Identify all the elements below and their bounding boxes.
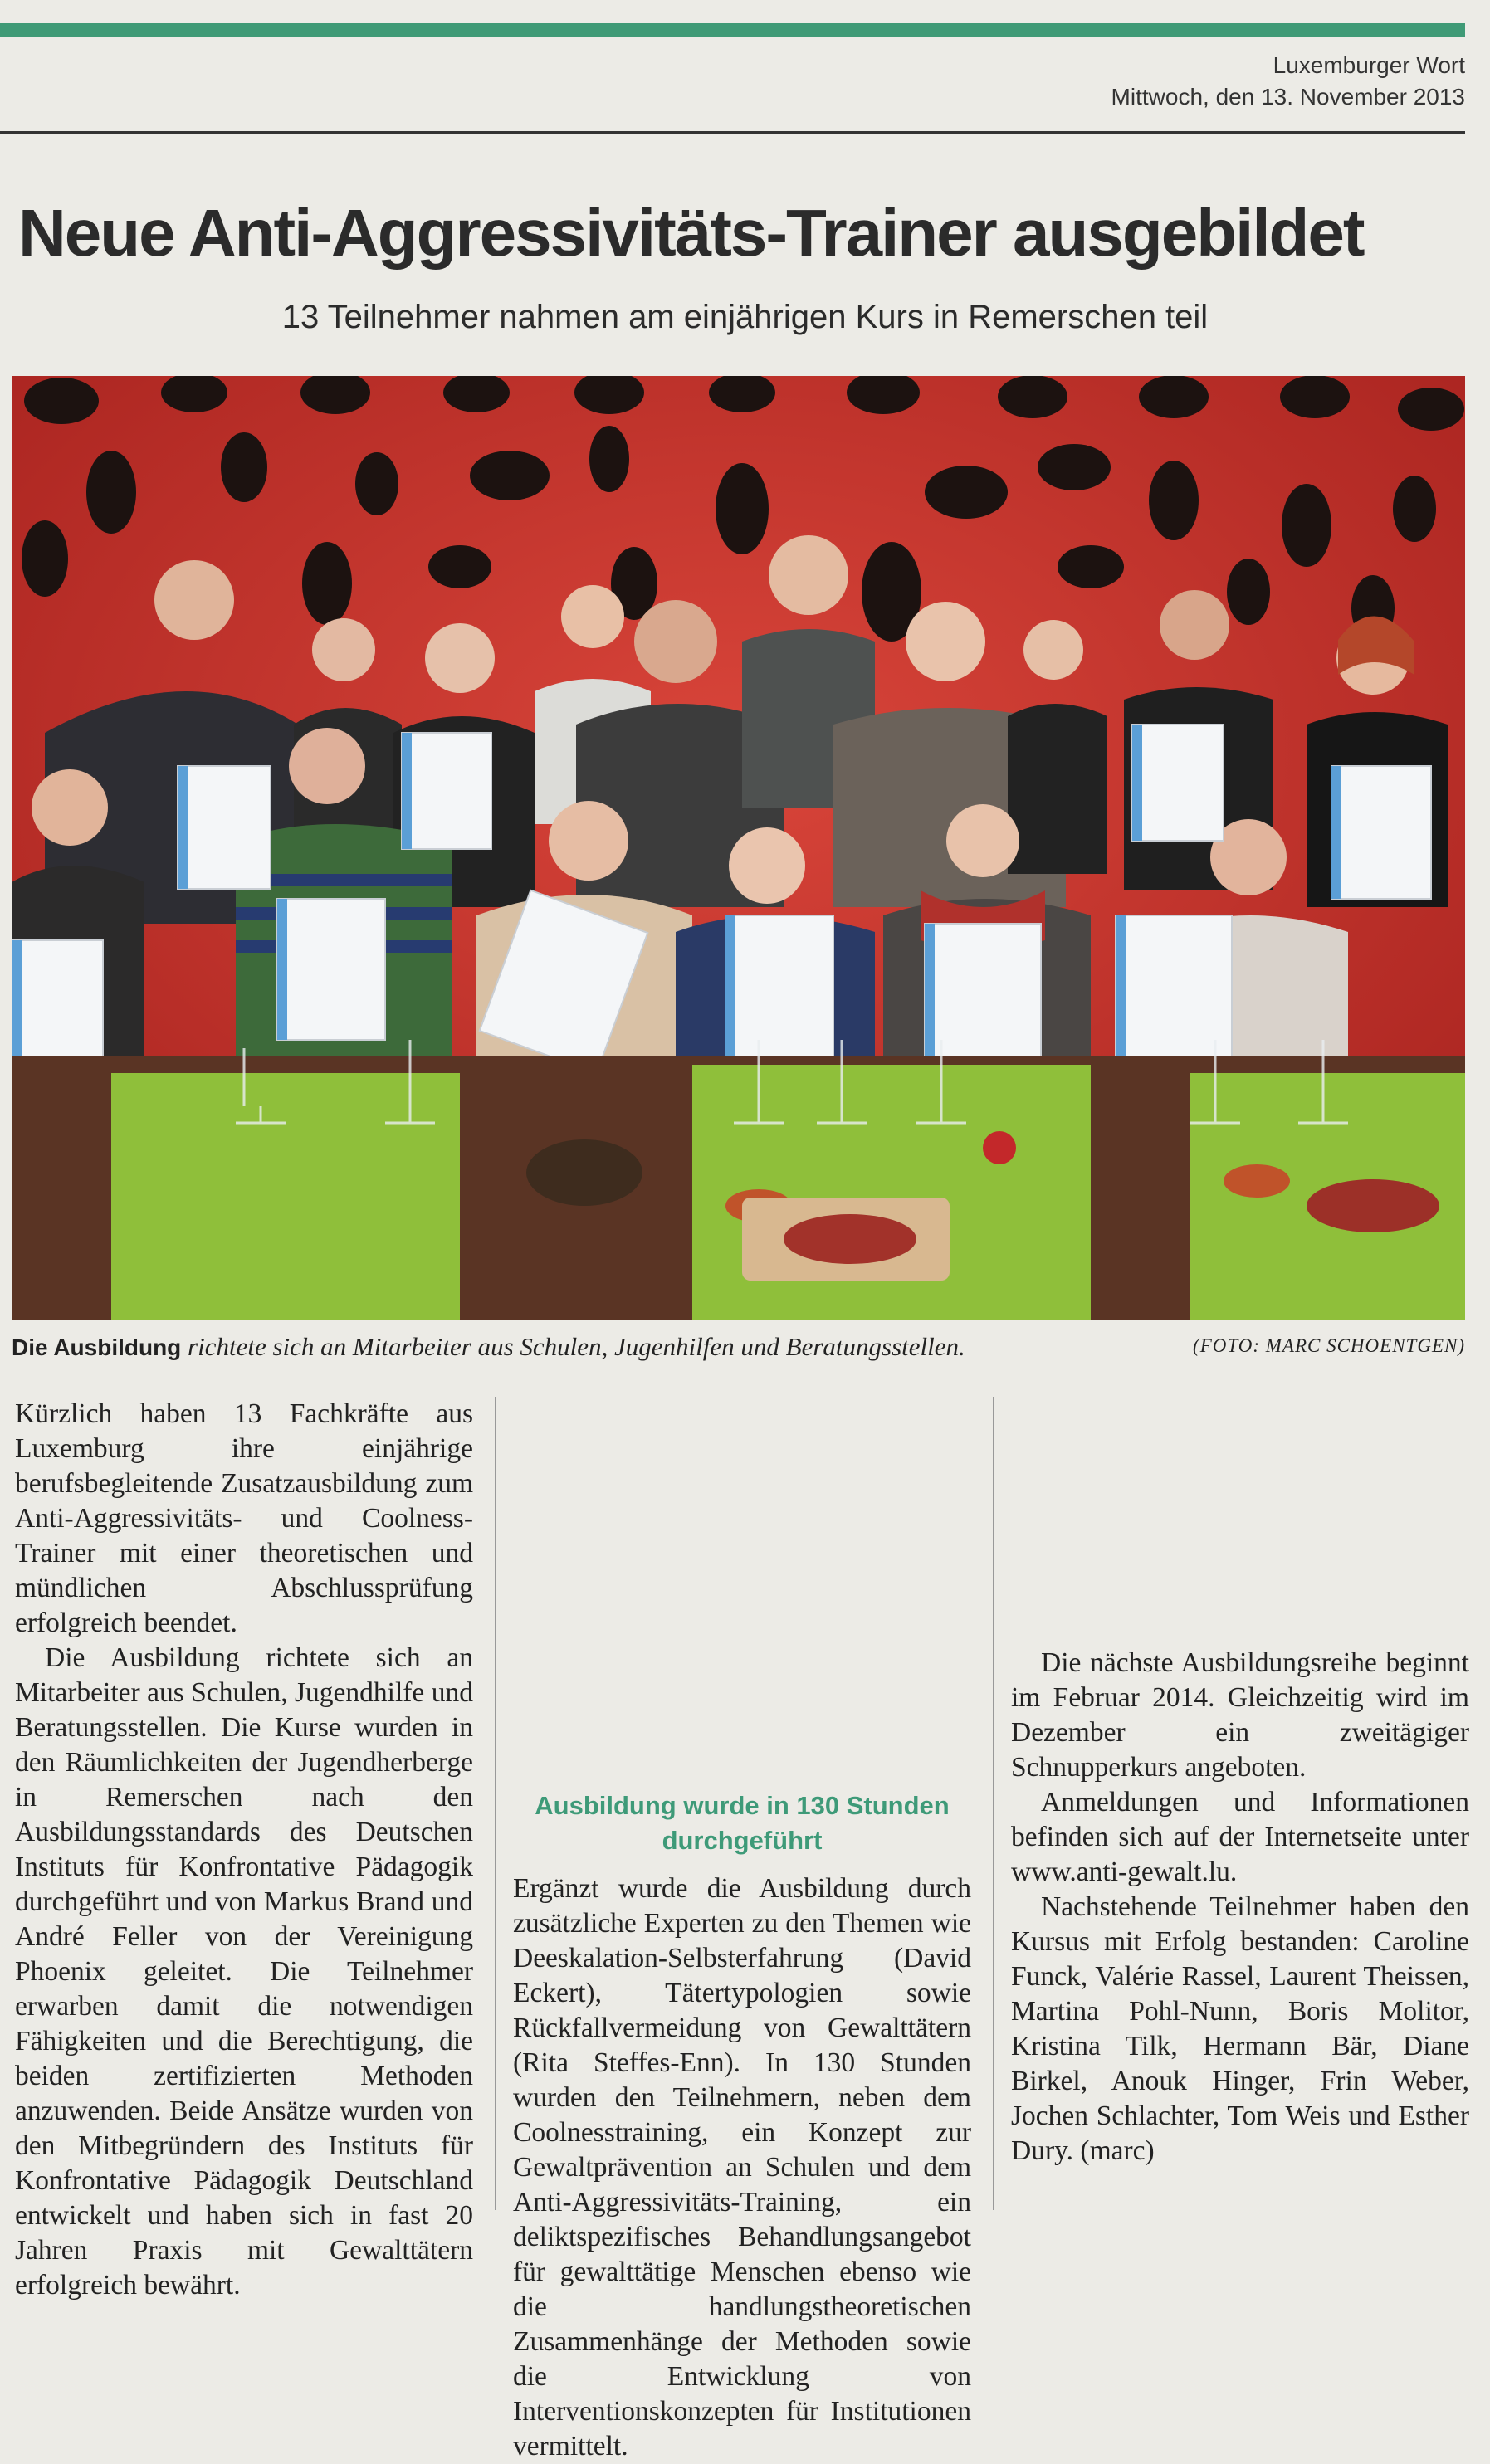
paper-name: Luxemburger Wort bbox=[1273, 52, 1465, 78]
group-photo bbox=[12, 376, 1465, 1320]
article-column-2 bbox=[513, 1397, 971, 2464]
article-column-1 bbox=[15, 1397, 473, 2303]
paragraph-training: Die Ausbildung richtete sich an Mitarbeiter aus Schulen, Jugendhilfe und Beratungsstellen. Die Kurse wurden in den Räumlichkeiten der Jugendherberge in Remerschen nach den Ausbildungsstandards des Deutschen Instituts für Konfrontative Pädagogik durchgeführt und von Markus Brand und André Feller von der Vereinigung Phoenix geleitet. Die Teilnehmer erwarben damit die notwendigen Fähigkeiten und die Berechtigung, die beiden zertifizierten Methoden anzuwenden. Beide Ansätze wurden von den Mitbegründern des Instituts für Konfrontative Pädagogik Deutschland entwickelt und haben sich in fast 20 Jahren Praxis mit Gewalttätern erfolgreich bewährt. bbox=[15, 1642, 473, 2301]
photo-credit: (FOTO: MARC SCHOENTGEN) bbox=[1193, 1335, 1465, 1356]
issue-date: Mittwoch, den 13. November 2013 bbox=[1111, 84, 1465, 110]
section-heading: Ausbildung wurde in 130 Stunden durchgeführt bbox=[535, 1791, 950, 1855]
masthead-rule bbox=[0, 131, 1465, 134]
column-2-continuation-space bbox=[513, 1397, 971, 1770]
column-3-continuation-space bbox=[1011, 1397, 1469, 1646]
paragraph-intro: Kürzlich haben 13 Fachkräfte aus Luxemburg ihre einjährige berufsbegleitende Zusatzausbildung zum Anti-Aggressivitäts- und Coolness-Trainer mit einer theoretischen und mündlichen Abschlussprüfung erfolgreich beendet. bbox=[15, 1398, 473, 1638]
paragraph-next-course: Die nächste Ausbildungsreihe beginnt im Februar 2014. Gleichzeitig wird im Dezember ein zweitägiger Schnupperkurs angeboten. bbox=[1011, 1647, 1469, 1783]
caption-lead: Die Ausbildung bbox=[12, 1334, 182, 1360]
group-photo-illustration bbox=[12, 376, 1465, 1320]
masthead bbox=[1111, 50, 1465, 113]
article-column-3 bbox=[1011, 1397, 1469, 2169]
paragraph-participants: Nachstehende Teilnehmer haben den Kursus mit Erfolg bestanden: Caroline Funck, Valérie Rassel, Laurent Theissen, Martina Pohl-Nunn, Boris Molitor, Kristina Tilk, Hermann Bär, Diane Birkel, Anouk Hinger, Frin Weber, Jochen Schlachter, Tom Weis und Esther Dury. (marc) bbox=[1011, 1891, 1469, 2166]
caption-text: richtete sich an Mitarbeiter aus Schulen, Jugenhilfen und Beratungsstellen. bbox=[181, 1332, 965, 1361]
column-divider bbox=[993, 1397, 994, 2210]
photo-caption bbox=[12, 1332, 1465, 1369]
article-subheadline: 13 Teilnehmer nahmen am einjährigen Kurs in Remerschen teil bbox=[281, 299, 1209, 335]
column-divider bbox=[495, 1397, 496, 2210]
paragraph-registration: Anmeldungen und Informationen befinden sich auf der Internetseite unter www.anti-gewalt.lu. bbox=[1011, 1787, 1469, 1887]
paragraph-experts: Ergänzt wurde die Ausbildung durch zusätzliche Experten zu den Themen wie Deeskalation-Selbsterfahrung (David Eckert), Tätertypologien sowie Rückfallvermeidung von Gewalttätern (Rita Steffes-Enn). In 130 Stunden wurden den Teilnehmern, neben dem Coolnesstraining, ein Konzept zur Gewaltprävention an Schulen und dem Anti-Aggressivitäts-Training, ein deliktspezifisches Behandlungsangebot für gewalttätige Menschen ebenso wie die handlungstheoretischen Zusammenhänge der Methoden sowie die Entwicklung von Interventionskonzepten für Institutionen vermittelt. bbox=[513, 1873, 971, 2462]
masthead-accent-bar bbox=[0, 23, 1465, 37]
article-headline: Neue Anti-Aggressivitäts-Trainer ausgebildet bbox=[18, 196, 1364, 270]
